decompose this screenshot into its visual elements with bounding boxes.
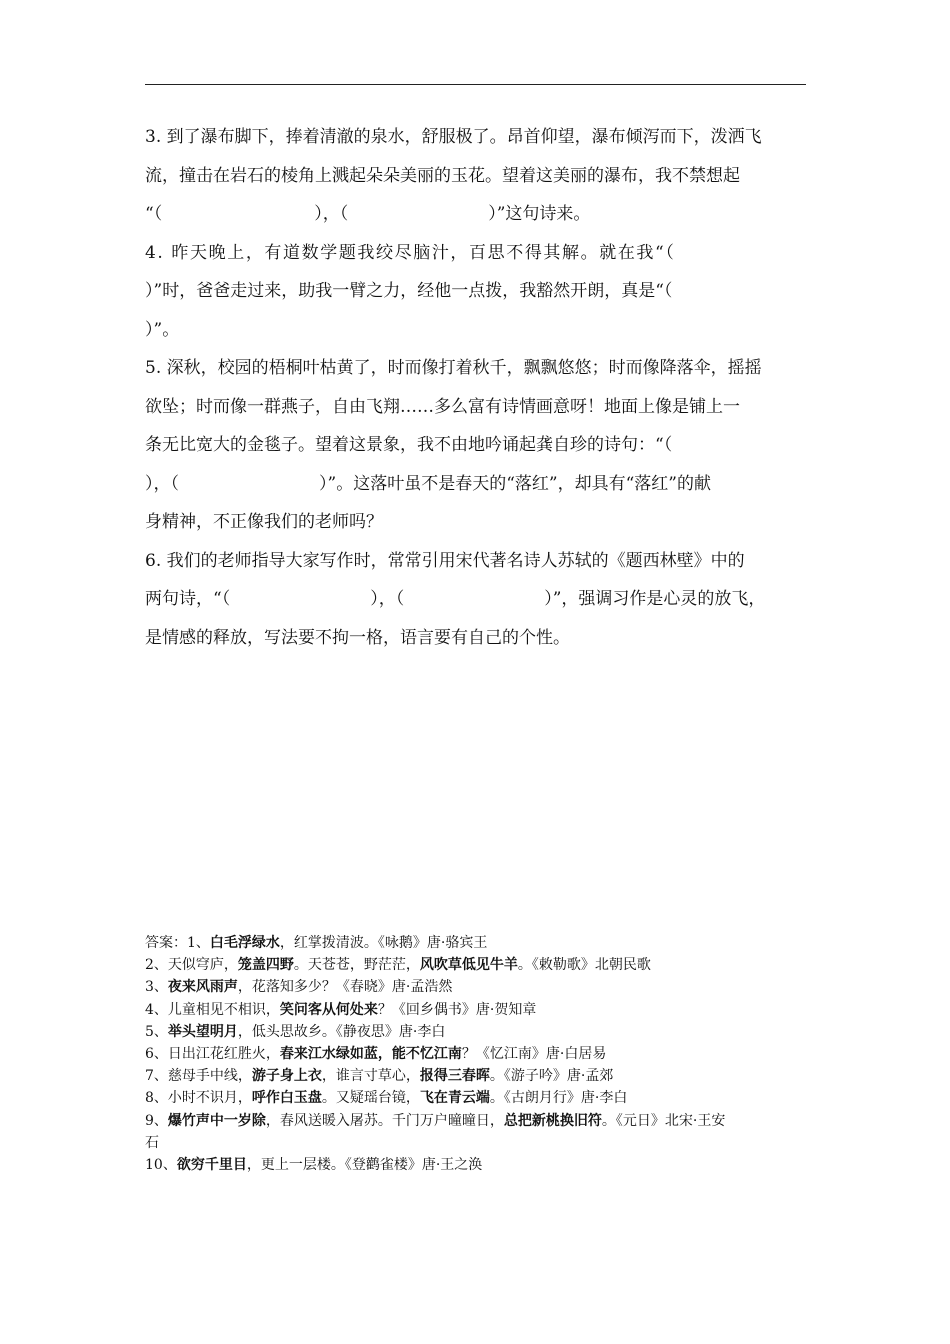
answer-highlight: 夜来风雨声 bbox=[167, 979, 238, 996]
answer-text: 。《敕勒歌》北朝民歌 bbox=[517, 957, 651, 974]
answer-text: 石 bbox=[145, 1134, 159, 1151]
quote-mid: ），（ bbox=[145, 473, 179, 494]
answer-text: 。天苍苍，野茫茫， bbox=[293, 957, 420, 974]
answer-text: ，更上一层楼。《登鹳雀楼》唐·王之涣 bbox=[246, 1157, 483, 1174]
quote-mid: ），（ bbox=[314, 204, 349, 224]
question-4-line bbox=[145, 234, 810, 273]
answer-text: 4、儿童相见不相识， bbox=[145, 1001, 280, 1018]
answer-text: 答案：1、 bbox=[145, 935, 210, 951]
answer-line bbox=[145, 976, 810, 998]
answer-text: 5、 bbox=[145, 1023, 168, 1040]
answer-text: 。《元日》北宋·王安 bbox=[601, 1112, 726, 1129]
answer-text: 10、 bbox=[145, 1157, 177, 1174]
answer-text: 。《游子吟》唐·孟郊 bbox=[489, 1068, 614, 1085]
answer-line bbox=[145, 1087, 810, 1109]
answer-text: 2、天似穹庐， bbox=[145, 957, 238, 974]
question-3-line bbox=[145, 195, 810, 234]
question-4-text: 4. 昨天晚上，有道数学题我绞尽脑汁，百思不得其解。就在我“（ bbox=[145, 242, 676, 263]
quote-open: 两句诗，“（ bbox=[145, 589, 231, 609]
answer-line bbox=[145, 999, 810, 1021]
answer-key bbox=[145, 932, 810, 1176]
answer-text: 7、慈母手中线， bbox=[145, 1068, 252, 1085]
question-5-line: 条无比宽大的金毯子。望着这景象，我不由地吟诵起龚自珍的诗句：“（ bbox=[145, 435, 673, 455]
answer-text: 9、 bbox=[145, 1112, 168, 1129]
answer-highlight: 风吹草低见牛羊 bbox=[419, 957, 518, 974]
answer-text: ，花落知多少？《春晓》唐·孟浩然 bbox=[237, 979, 453, 996]
questions-section bbox=[145, 118, 810, 657]
answer-text: ，低头思故乡。《静夜思》唐·李白 bbox=[237, 1023, 446, 1040]
answer-highlight: 白毛浮绿水 bbox=[209, 935, 280, 951]
answer-text: ，春风送暖入屠苏。千门万户曈曈日， bbox=[265, 1112, 504, 1129]
question-6-line: 6. 我们的老师指导大家写作时，常常引用宋代著名诗人苏轼的《题西林壁》中的 bbox=[145, 550, 745, 571]
answer-text: 3、 bbox=[145, 979, 168, 996]
question-3-line: 流，撞击在岩石的棱角上溅起朵朵美丽的玉花。望着这美丽的瀑布，我不禁想起 bbox=[145, 165, 740, 186]
answer-line bbox=[145, 932, 810, 954]
question-4-line: ）”。 bbox=[145, 319, 180, 340]
answer-highlight: 笑问客从何处来 bbox=[279, 1001, 378, 1018]
answer-text: 。又疑瑶台镜， bbox=[321, 1090, 420, 1107]
answer-text: ，红掌拨清波。《咏鹅》唐·骆宾王 bbox=[279, 935, 488, 951]
quote-open: “（ bbox=[145, 204, 163, 224]
answer-highlight: 总把新桃换旧符 bbox=[503, 1112, 602, 1129]
question-4-line bbox=[145, 272, 810, 311]
quote-mid: ），（ bbox=[370, 589, 405, 609]
answer-highlight: 笼盖四野 bbox=[237, 957, 294, 974]
answer-highlight: 举头望明月 bbox=[167, 1023, 238, 1040]
question-5-line bbox=[145, 465, 810, 504]
question-3-line: 3. 到了瀑布脚下，捧着清澈的泉水，舒服极了。昂首仰望，瀑布倾泻而下，泼洒飞 bbox=[145, 127, 762, 147]
answer-highlight: 游子身上衣 bbox=[251, 1068, 322, 1085]
answer-line bbox=[145, 1132, 810, 1154]
question-6-line: 是情感的释放，写法要不拘一格，语言要有自己的个性。 bbox=[145, 627, 570, 648]
answer-text: ？《忆江南》唐·白居易 bbox=[461, 1046, 607, 1063]
question-5-line: 5. 深秋，校园的梧桐叶枯黄了，时而像打着秋千，飘飘悠悠；时而像降落伞，摇摇 bbox=[145, 358, 762, 378]
answer-line bbox=[145, 1021, 810, 1043]
answer-line bbox=[145, 1065, 810, 1087]
answer-text: 8、小时不识月， bbox=[145, 1090, 252, 1107]
answer-text: 。《古朗月行》唐·李白 bbox=[489, 1090, 628, 1107]
answer-text: 6、日出江花红胜火， bbox=[145, 1046, 280, 1063]
quote-close: ）”这句诗来。 bbox=[488, 204, 591, 224]
question-5-line: 身精神，不正像我们的老师吗？ bbox=[145, 512, 383, 532]
answer-highlight: 呼作白玉盘 bbox=[251, 1090, 322, 1107]
answer-line bbox=[145, 954, 810, 976]
header-rule bbox=[145, 84, 806, 85]
question-4-text: ）”时，爸爸走过来，助我一臂之力，经他一点拨，我豁然开朗，真是“（ bbox=[145, 281, 673, 301]
answer-highlight: 爆竹声中一岁除 bbox=[167, 1112, 266, 1129]
answer-highlight: 报得三春晖 bbox=[419, 1068, 490, 1085]
question-5-line: 欲坠；时而像一群燕子，自由飞翔……多么富有诗情画意呀！地面上像是铺上一 bbox=[145, 396, 740, 417]
answer-highlight: 欲穷千里目 bbox=[176, 1157, 247, 1174]
answer-highlight: 春来江水绿如蓝，能不忆江南 bbox=[279, 1046, 462, 1063]
answer-text: ？《回乡偶书》唐·贺知章 bbox=[377, 1001, 537, 1018]
question-6-line bbox=[145, 580, 810, 619]
answer-highlight: 飞在青云端 bbox=[419, 1090, 490, 1107]
answer-line bbox=[145, 1043, 810, 1065]
answer-line bbox=[145, 1154, 810, 1176]
answer-text: ，谁言寸草心， bbox=[321, 1068, 420, 1085]
answer-line bbox=[145, 1110, 810, 1132]
quote-close: ）”，强调习作是心灵的放飞， bbox=[544, 589, 766, 609]
quote-close: ）”。这落叶虽不是春天的“落红”，却具有“落红”的献 bbox=[319, 473, 711, 494]
